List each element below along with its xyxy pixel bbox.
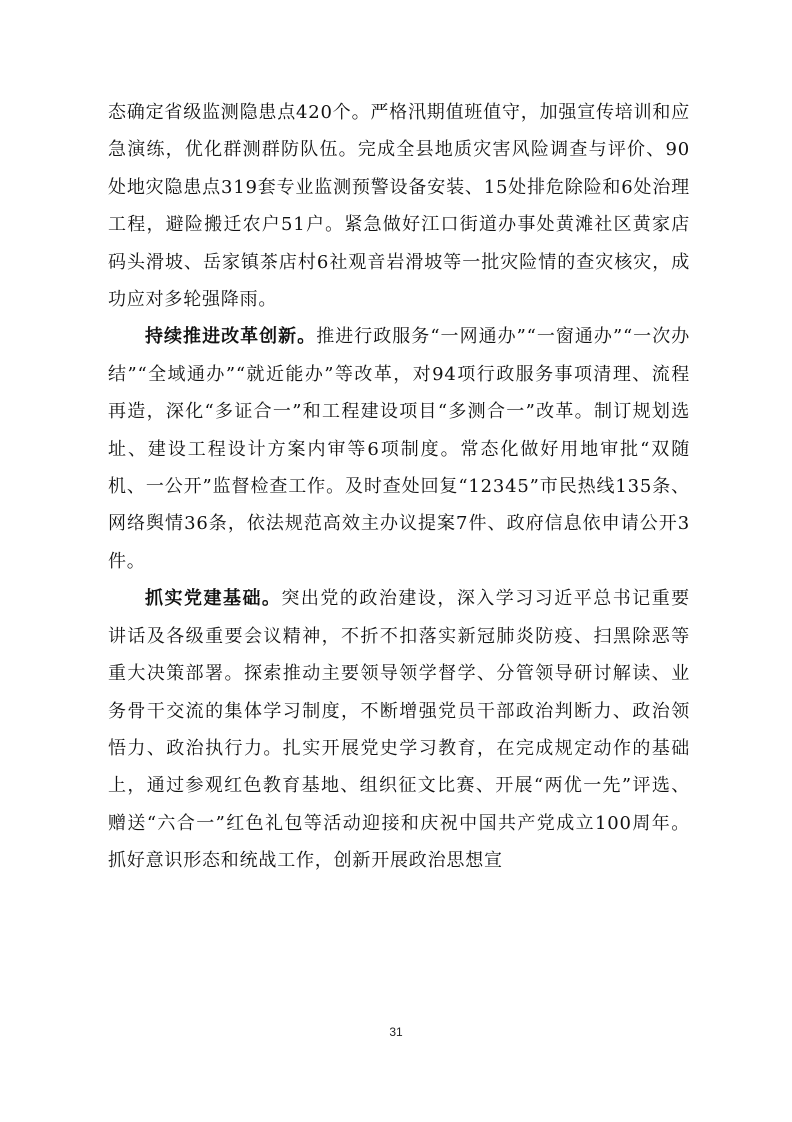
paragraph-text: 突出党的政治建设，深入学习习近平总书记重要讲话及各级重要会议精神，不折不扣落实新冠肺炎防疫、扫黑除恶等重大决策部署。探索推动主要领导领学督学、分管领导研讨解读、业务骨干交流的集体学习制度，不断增强党员干部政治判断力、政治领悟力、政治执行力。扎实开展党史学习教育，在完成规定动作的基础上，通过参观红色教育基地、组织征文比赛、开展“两优一先”评选、赠送“六合一”红色礼包等活动迎接和庆祝中国共产党成立100周年。抓好意识形态和统战工作，创新开展政治思想宣 xyxy=(108,588,690,872)
paragraph-party-building xyxy=(108,580,690,879)
paragraph-text: 态确定省级监测隐患点420个。严格汛期值班值守，加强宣传培训和应急演练，优化群测群防队伍。完成全县地质灾害风险调查与评价、90处地灾隐患点319套专业监测预警设备安装、15处排危除险和6处治理工程，避险搬迁农户51户。紧急做好江口街道办事处黄滩社区黄家店码头滑坡、岳家镇茶店村6社观音岩滑坡等一批灾险情的查灾核灾，成功应对多轮强降雨。 xyxy=(108,102,690,311)
body-text xyxy=(108,94,690,880)
paragraph-lead-heading: 抓实党建基础。 xyxy=(145,588,282,610)
paragraph-text: 推进行政服务“一网通办”“一窗通办”“一次办结”“全域通办”“就近能办”等改革，对94项行政服务事项清理、流程再造，深化“多证合一”和工程建设项目“多测合一”改革。制订规划选址、建设工程设计方案内审等6项制度。常态化做好用地审批“双随机、一公开”监督检查工作。及时查处回复“12345”市民热线135条、网络舆情36条，依法规范高效主办议提案7件、政府信息依申请公开3件。 xyxy=(108,326,691,572)
paragraph-continuation xyxy=(108,94,690,318)
paragraph-lead-heading: 持续推进改革创新。 xyxy=(145,326,317,348)
paragraph-reform-innovation xyxy=(108,318,690,580)
page-number: 31 xyxy=(389,1025,403,1039)
